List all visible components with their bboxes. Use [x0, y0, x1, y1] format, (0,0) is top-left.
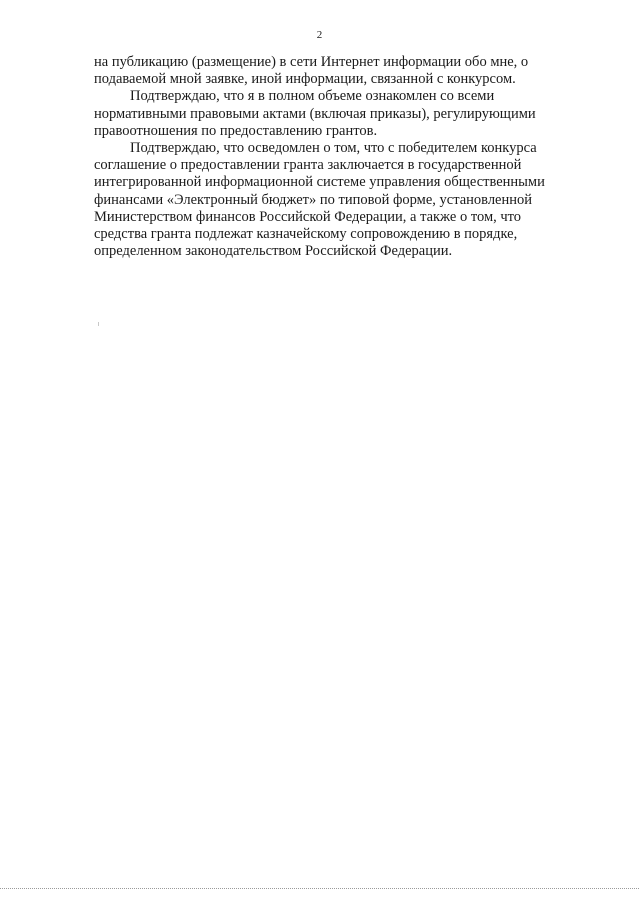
text-line: правоотношения по предоставлению грантов.: [94, 122, 378, 139]
text-line: Министерством финансов Российской Федерации, а также о том, что: [94, 208, 522, 225]
text-line: интегрированной информационной системе управления общественными: [94, 174, 545, 191]
text-line: нормативными правовыми актами (включая приказы), регулирующими: [94, 105, 536, 122]
document-body: [94, 54, 594, 260]
text-line: на публикацию (размещение) в сети Интернет информации обо мне, о: [94, 54, 529, 70]
text-line: соглашение о предоставлении гранта заключается в государственной: [94, 157, 522, 174]
text-line: определенном законодательством Российской Федерации.: [94, 243, 453, 260]
scan-bottom-edge: [0, 888, 639, 890]
text-line: подаваемой мной заявке, иной информации, связанной с конкурсом.: [94, 71, 516, 88]
paragraph-first-line: Подтверждаю, что осведомлен о том, что с победителем конкурса: [130, 139, 537, 156]
paragraph-first-line: Подтверждаю, что я в полном объеме ознакомлен со всеми: [130, 88, 495, 105]
text-line: финансами «Электронный бюджет» по типовой форме, установленной: [94, 191, 533, 208]
text-line: средства гранта подлежат казначейскому сопровождению в порядке,: [94, 225, 518, 242]
page-number: 2: [316, 29, 323, 41]
scan-speck: [98, 322, 99, 326]
